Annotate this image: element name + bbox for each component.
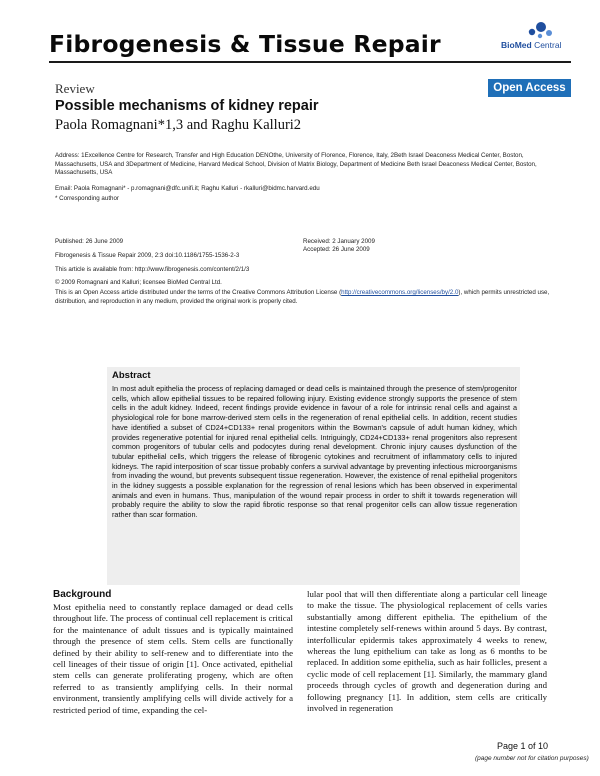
publisher-name: BioMed Central (501, 40, 562, 50)
abstract-text: In most adult epithelia the process of replacing damaged or dead cells is maintained through the presence of stem/progenitor cells, which allow epithelial tissues to be repaired following injury. Existing evidence strongly supports the presence of stem cells in the adult kidney. Indeed, recent findings provide evidence in favour of a role for intrinsic renal cells and against a physiological role for bone marrow-derived stem cells in the regeneration of renal epithelial cells. In addition, recent studies have identified a subset of CD24+CD133+ renal progenitors within the Bowman's capsule of adult human kidney, which provides regenerative potential for injured renal epithelial cells. Intriguingly, CD24+CD133+ renal progenitors also represent common progenitors of tubular cells and podocytes during renal development. Chronic injury causes dysfunction of the tubular epithelial cells, which triggers the release of fibrogenic cytokines and recruitment of inflammatory cells to injured kidneys. The rapid interposition of scar tissue probably confers a survival advantage by preventing infectious microorganisms from invading the wound, but prevents subsequent tissue regeneration. However, the existence of renal epithelial progenitors in the kidney suggests a possible explanation for the regression of renal lesions which has been observed in experimental animals and even in humans. Thus, manipulation of the wound repair process in order to shift it towards regeneration will probably require the ability to slow the rapid fibrotic response so that renal progenitor cells can allow tissue regeneration rather than scar formation. (112, 384, 517, 520)
page-number: Page 1 of 10 (497, 741, 549, 751)
article-availability: This article is available from: http://www.fibrogenesis.com/content/2/1/3 (55, 266, 250, 273)
open-access-badge: Open Access (488, 79, 571, 97)
citation: Fibrogenesis & Tissue Repair 2009, 2:3 doi:10.1186/1755-1536-2-3 (55, 252, 240, 259)
accepted-date: Accepted: 26 June 2009 (303, 246, 370, 253)
body-column-left: Most epithelia need to constantly replace damaged or dead cells throughout life. The process of continual cell replacement is critical for the maintenance of adult tissues and is typically maintained through the presence of stem cells. Stem cells are functionally defined by their ability to self-renew and to differentiate into the cell lineages of their tissue of origin [1]. Once activated, epithelial stem cells can generate proliferating progeny, which are often referred to as transiently amplifying cells. In their normal environment, transiently amplifying cells will divide actively for a restricted period of time, expanding the cel- (53, 602, 293, 715)
license-link[interactable]: http://creativecommons.org/licenses/by/2.0 (341, 289, 459, 296)
published-date: Published: 26 June 2009 (55, 238, 124, 245)
background-heading: Background (53, 589, 112, 600)
journal-title: Fibrogenesis & Tissue Repair (49, 30, 441, 58)
corresponding-note: * Corresponding author (55, 195, 119, 202)
author-address: Address: 1Excellence Centre for Research, Transfer and High Education DENOthe, University of Florence, Florence, Italy, 2Beth Israel Deaconess Medical Center, Boston, Massachusetts, USA and 3Department of Medicine, Harvard Medical School, Division of Matrix Biology, Department of Medicine Beth Israel Deaconess Medical Center, Boston, Massachusetts, USA (55, 152, 537, 177)
page-number-note: (page number not for citation purposes) (475, 755, 589, 762)
article-type: Review (55, 81, 95, 96)
abstract-heading: Abstract (112, 370, 151, 381)
received-date: Received: 2 January 2009 (303, 238, 375, 245)
article-authors: Paola Romagnani*1,3 and Raghu Kalluri2 (55, 117, 302, 133)
copyright: © 2009 Romagnani and Kalluri; licensee BioMed Central Ltd. (55, 279, 222, 286)
article-title: Possible mechanisms of kidney repair (55, 98, 319, 114)
body-column-right: lular pool that will then differentiate along a particular cell lineage to make the tissue. The physiological replacement of cells varies substantially among different epithelia. The epithelium of the intestine completely self-renews within around 5 days. By contrast, interfollicular epidermis takes approximately 4 weeks to renew, whereas the lung epithelium can take as long as 6 months to be replaced. In addition some epithelia, such as hair follicles, present a cyclic mode of cell replacement [1]. Similarly, the mammary gland proceeds through cycles of growth and degeneration during and following pregnancy [1]. In addition, stem cells are critically involved in regeneration (307, 589, 547, 714)
header-rule (49, 61, 571, 63)
license-text: This is an Open Access article distributed under the terms of the Creative Commons Attribution License (http://creativecommons.org/licenses/by/2.0), which permits unrestricted use, distribution, and reproduction in any medium, provided the original work is properly cited. (55, 289, 550, 305)
author-emails: Email: Paola Romagnani* - p.romagnani@dfc.unifi.it; Raghu Kalluri - rkalluri@bidmc.harvard.edu (55, 185, 320, 192)
